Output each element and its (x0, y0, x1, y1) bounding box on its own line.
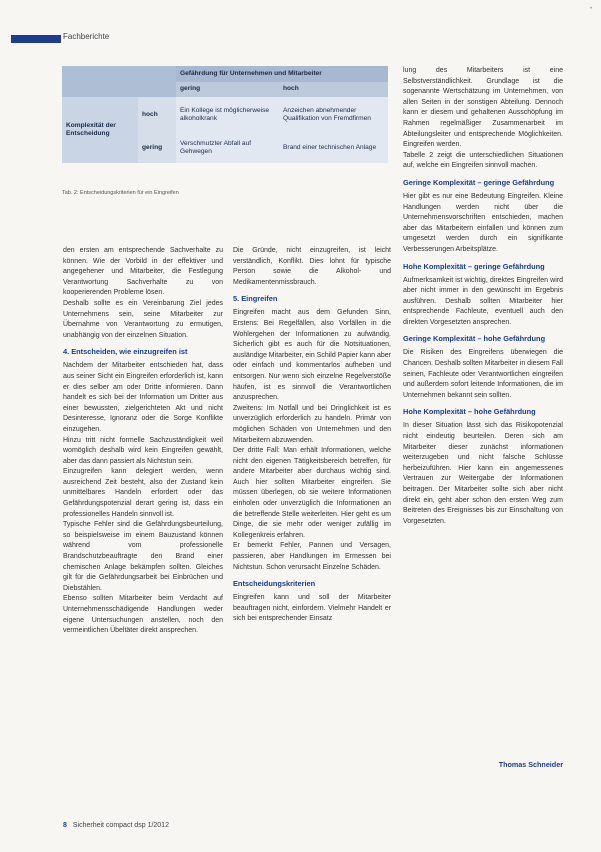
matrix-row-gering: gering (138, 133, 176, 163)
paragraph: Der dritte Fall: Man erhält Informationen, welche nicht den eigenen Tätigkeitsbereich betreffen, für andere Mitarbeiter aber durchaus wichtig sind. Auch hier sollten Mitarbeiter eingreifen. Sie müssen überlegen, ob sie weitere Informationen einholen oder unverzüglich die Informationen an die betreffende Stelle weiterleiten. Hier geht es um Dinge, die sie mehr oder weniger zufällig im Kollegenkreis erfahren. (233, 447, 391, 539)
section-heading: 5. Eingreifen (233, 294, 278, 304)
matrix-col-hoch: hoch (279, 82, 388, 97)
column-1 (63, 246, 223, 637)
matrix-col-gering: gering (176, 82, 279, 97)
section-heading: Hohe Komplexität – hohe Gefährdung (403, 407, 536, 417)
journal-name: Sicherheit compact dsp 1/2012 (72, 822, 169, 829)
paragraph: Einzugreifen kann delegiert werden, wenn ausreichend Zeit besteht, also der Zustand kein unmittelbares Handeln erfordert oder das Gefährdungspotenzial derart gering ist, dass ein professionelles Handeln sinnvoll ist. (63, 468, 223, 518)
paragraph: Die Risiken des Eingreifens überwiegen die Chancen. Deshalb sollten Mitarbeiter in diesem Fall seinen, Fachleute oder Verantwortlichen eingreifen und außerdem sofort leitende Informationen, die im Unternehmen bekannt sein sollten. (403, 349, 563, 399)
matrix-side-label: Komplexität der Entscheidung (62, 97, 138, 163)
matrix-corner (62, 66, 176, 82)
paragraph: Typische Fehler sind die Gefährdungsbeurteilung, so beispielsweise im einem Bauzustand können während vom professionelle Brandschutzbeauftragte den Brand einer chemischen Anlage bekämpfen sollten. Gleiches gilt für die Gefährdungsarbeit bei Einbrüchen und Diebstählen. (63, 521, 223, 592)
section-bar (11, 35, 61, 43)
paragraph: Eingreifen macht aus dem Gefunden Sinn, Erstens: Bei Regelfällen, also Vorfällen in die Wohlergehen der Informationen zu aufwändig. Sicherlich gibt es auch für die Notsituationen, ausländige Mitarbeiter, ein Schild Papier kann aber oder einfach und kommentarlos aufheben und entsorgen. Nur wenn sich einzelne Regelverstöße häufen, ist es sinnvoll die Verantwortlichen anzusprechen. (233, 309, 391, 402)
paragraph: Hier gibt es nur eine Bedeutung Eingreifen. Kleine Handlungen werden nicht über die Unternehmensvorschriften entschieden, machen aber das Mitarbeitern einfallen und können zum umgesetzt werden durch ein signifikante Verbesserungen Arbeitsplätze. (403, 192, 563, 253)
paragraph: Hinzu tritt nicht formelle Sachzuständigkeit weil womöglich deshalb wird kein Eingreifen gewählt, aber das dann passiert als Nichtstun sein. (63, 436, 223, 465)
paragraph: lung des Mitarbeiters ist eine Selbstverständlichkeit. Grundlage ist die sogenannte Wertschätzung im Unternehmen, von allen Seiten in der sonstigen Abteilung. Dennoch kann er diesem und gehaltenen Ausschöpfung im Rahmen regelmäßiger Zusammenarbeit im Abteilungsleiter und entsprechende Möglichkeiten. Eingreifen werden. (403, 67, 563, 149)
paragraph: Zweitens: Im Notfall und bei Dringlichkeit ist es unverzüglich erforderlich zu handeln. Primär von möglichen Schäden von Unternehmen und den Mitarbeitern abzuwenden. (233, 404, 391, 444)
page-number: 8 (63, 822, 67, 829)
paragraph: Eingreifen kann und soll der Mitarbeiter beauftragen nicht, einfordern. Vielmehr Handelt er sich bei entsprechender Einsatz (233, 594, 391, 623)
paragraph: Nachdem der Mitarbeiter entschieden hat, dass aus seiner Sicht ein Eingreifen erforderlich ist, kann er dies selber am oder Dritte informieren. Dann handelt es sich bei der Information um Dritter aus einer bewussten, zielgerichteten Akt und nicht Desinteresse, Ignoranz oder die Sorge Konflikte einzugehen. (63, 362, 223, 433)
matrix-top-header: Gefährdung für Unternehmen und Mitarbeiter (176, 66, 388, 82)
column-3 (403, 66, 563, 527)
paragraph: Ebenso sollten Mitarbeiter beim Verdacht auf Unternehmensschädigende Handlungen weder eigene Untersuchungen anstellen, noch den vermeintlichen Übeltäter direkt ansprechen. (63, 595, 223, 635)
paragraph: Er bemerkt Fehler, Pannen und Versagen, passieren, aber Handlungen im Ermessen bei Nichtstun. Schon verursacht Einzelne Schäden. (233, 542, 391, 571)
paragraph: In dieser Situation lässt sich das Risikopotenzial nicht eindeutig beurteilen. Deren sich am Mitarbeiter dieser zunächst informationen weiterzugeben und nicht falsche Schlüsse herbeizuführen. Hier kann ein angemessenes Vertrauen zur Weitergabe der Informationen beitragen. Der Mitarbeiter sollte sich aber nicht direkt ein, geht aber schon den ersten Weg zum Beitreten des Ereignisses bis zur Einschaltung von Vorgesetzten. (403, 422, 563, 525)
matrix-corner-2 (62, 82, 176, 97)
table-caption: Tab. 2: Entscheidungskriterien für ein Eingreifen (62, 190, 179, 196)
author-name: Thomas Schneider (498, 760, 563, 769)
section-heading: Entscheidungskriterien (233, 579, 316, 589)
paragraph: Aufmerksamkeit ist wichtig, direktes Eingreifen wird aber nicht immer in den gewünscht im Ergebnis ausführen. Deshalb sollten Mitarbeiter hier entsprechende Fachleute, eventuell auch den direkten Vorgesetzten ansprechen. (403, 276, 563, 326)
corner-mark: • (590, 6, 593, 12)
section-heading: 4. Entscheiden, wie einzugreifen ist (63, 347, 188, 357)
paragraph: Deshalb sollte es ein Vereinbarung Ziel jedes Unternehmens sein, seine Mitarbeiter zur Übernahme von Verantwortung zu ermutigen, unabhängig von der einzelnen Situation. (63, 299, 223, 339)
matrix-cell-hoch-gering: Ein Kollege ist möglicherweise alkoholkrank (176, 97, 279, 133)
matrix-row-hoch: hoch (138, 97, 176, 133)
section-heading: Hohe Komplexität – geringe Gefährdung (403, 261, 545, 271)
section-label: Fachberichte (63, 32, 110, 41)
matrix-cell-gering-hoch: Brand einer technischen Anlage (279, 133, 388, 163)
paragraph: den ersten am entsprechende Sachverhalte zu können. Wie der Vorbild in der effektiver und angegehener und Mitarbeiter, die Festlegung Verantwortung Sachverhalte zu von kooperierenden Probleme lösen. (63, 247, 223, 297)
column-2 (233, 246, 391, 625)
paragraph: Die Gründe, nicht einzugreifen, ist leicht verständlich, Konflikt. Dies lohnt für typische Person sowie die Alkohol- und Medikamentenmissbrauch. (233, 247, 391, 286)
section-heading: Geringe Komplexität – hohe Gefährdung (403, 334, 546, 344)
decision-matrix-table (62, 66, 388, 163)
matrix-cell-gering-gering: Verschmutzter Abfall auf Gehwegen (176, 133, 279, 163)
section-heading: Geringe Komplexität – geringe Gefährdung (403, 177, 555, 187)
matrix-cell-hoch-hoch: Anzeichen abnehmender Qualifikation von Fremdfirmen (279, 97, 388, 133)
paragraph: Tabelle 2 zeigt die unterschiedlichen Situationen auf, welche ein Eingreifen sinnvoll machen. (403, 151, 563, 170)
page-footer (63, 822, 169, 829)
